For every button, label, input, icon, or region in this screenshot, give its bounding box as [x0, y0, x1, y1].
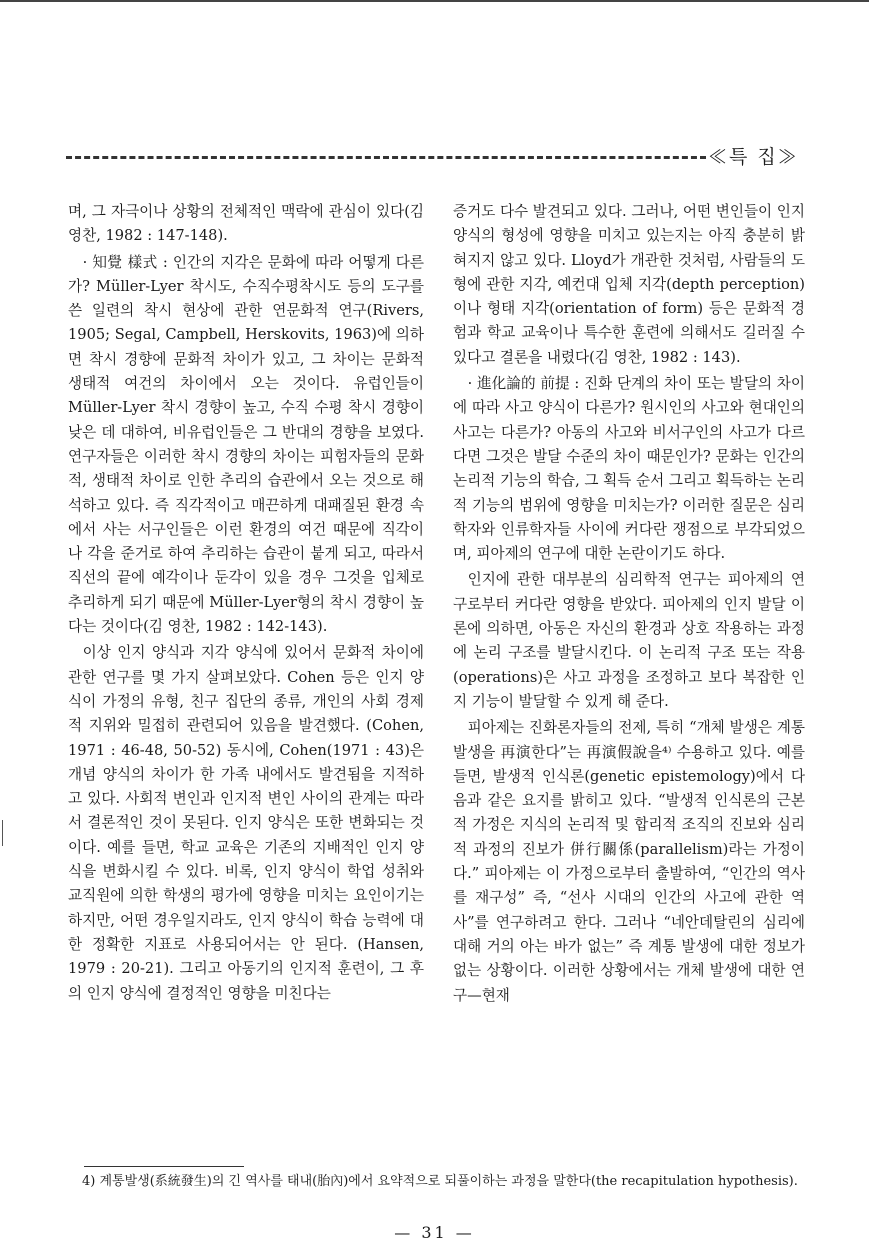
page-number: — 31 — [394, 1223, 475, 1242]
top-border [0, 0, 869, 2]
section-title: ≪특 집≫ [708, 146, 799, 168]
left-paragraph-3: 이상 인지 양식과 지각 양식에 있어서 문화적 차이에 관한 연구를 몇 가지 살펴보았다. Cohen 등은 인지 양식이 가정의 유형, 친구 집단의 종류, 개인의 사회 경제적 지위와 밀접히 관련되어 있음을 발견했다. (Cohen, 1971 : 46-48, 50-52) 동시에, Cohen(1971 : 43)은 개념 양식의 차이가 한 가족 내에서도 발견됨을 지적하고 있다. 사회적 변인과 인지적 변인 사이의 관계는 따라서 결론적인 것이 못된다. 인지 양식은 또한 변화되는 것이다. 예를 들면, 학교 교육은 기존의 지배적인 인지 양식을 변화시킬 수 있다. 비록, 인지 양식이 학업 성취와 교직원에 의한 학생의 평가에 영향을 미치는 요인이기는 하지만, 어떤 경우일지라도, 인지 양식이 학습 능력에 대한 정확한 지표로 사용되어서는 안 된다. (Hansen, 1979 : 20-21). 그리고 아동기의 인지적 훈련이, 그 후의 인지 양식에 결정적인 영향을 미친다는 [68, 644, 424, 1002]
footnote: 4) 계통발생(系統發生)의 긴 역사를 태내(胎內)에서 요약적으로 되풀이하는 과정을 말한다(the recapitulation hypothesis). [82, 1174, 798, 1189]
header-dashed-rule [66, 156, 706, 159]
right-column [453, 200, 805, 1010]
right-paragraph-4: 피아제는 진화론자들의 전제, 특히 “개체 발생은 계통 발생을 再演한다”는 再演假說을⁴⁾ 수용하고 있다. 예를 들면, 발생적 인식론(genetic epistemology)에서 다음과 같은 요지를 밝히고 있다. “발생적 인식론의 근본적 가정은 지식의 논리적 및 합리적 조직의 진보와 심리적 과정의 진보가 併行關係(parallelism)라는 가정이다.” 피아제는 이 가정으로부터 출발하여, “인간의 역사를 재구성” 즉, “선사 시대의 인간의 사고에 관한 역사”를 연구하려고 한다. 그러나 “네안데탈린의 심리에 대해 거의 아는 바가 없는” 즉 계통 발생에 대한 정보가 없는 상황이다. 이러한 상황에서는 개체 발생에 대한 연구—현재 [453, 719, 805, 1004]
left-paragraph-2: · 知覺 樣式 : 인간의 지각은 문화에 따라 어떻게 다른가? Müller-Lyer 착시도, 수직수평착시도 등의 도구를 쓴 일련의 착시 현상에 관한 연문화적 연구(Rivers, 1905; Segal, Campbell, Herskovits, 1963)에 의하면 착시 경향에 문화적 차이가 있고, 그 차이는 문화적 생태적 여건의 차이에서 오는 것이다. 유럽인들이 Müller-Lyer 착시 경향이 높고, 수직 수평 착시 경향이 낮은 데 대하여, 비유럽인들은 그 반대의 경향을 보였다. 연구자들은 이러한 착시 경향의 차이는 피험자들의 문화적, 생태적 차이로 인한 추리의 습관에서 오는 것으로 해석하고 있다. 즉 직각적이고 매끈하게 대패질된 환경 속에서 사는 서구인들은 이런 환경의 여건 때문에 직각이나 각을 준거로 하여 추리하는 습관이 붙게 되고, 따라서 직선의 끝에 예각이나 둔각이 있을 경우 그것을 입체로 추리하게 되기 때문에 Müller-Lyer형의 착시 경향이 높다는 것이다(김 영찬, 1982 : 142-143). [68, 253, 424, 636]
footnote-rule [84, 1166, 244, 1167]
right-paragraph-3: 인지에 관한 대부분의 심리학적 연구는 피아제의 연구로부터 커다란 영향을 받았다. 피아제의 인지 발달 이론에 의하면, 아동은 자신의 환경과 상호 작용하는 과정에 논리 구조를 발달시킨다. 이 논리적 구조 또는 작용(operations)은 사고 과정을 조정하고 보다 복잡한 인지 기능이 발달할 수 있게 해 준다. [453, 571, 805, 710]
right-paragraph-1: 증거도 다수 발견되고 있다. 그러나, 어떤 변인들이 인지 양식의 형성에 영향을 미치고 있는지는 아직 충분히 밝혀지지 않고 있다. Lloyd가 개관한 것처럼, 사람들의 도형에 관한 지각, 예컨대 입체 지각(depth perception)이나 형태 지각(orientation of form) 등은 문화적 경험과 학교 교육이나 특수한 훈련에 의해서도 길러질 수 있다고 결론을 내렸다(김 영찬, 1982 : 143). [453, 203, 805, 366]
right-paragraph-2: · 進化論的 前提 : 진화 단계의 차이 또는 발달의 차이에 따라 사고 양식이 다른가? 원시인의 사고와 현대인의 사고는 다른가? 아동의 사고와 비서구인의 사고가 다르다면 그것은 발달 수준의 차이 때문인가? 문화는 인간의 논리적 기능의 학습, 그 획득 순서 그리고 획득하는 논리적 기능의 범위에 영향을 미치는가? 이러한 질문은 심리학자와 인류학자들 사이에 커다란 쟁점으로 부각되었으며, 피아제의 연구에 대한 논란이기도 하다. [453, 375, 805, 563]
margin-mark [2, 820, 3, 846]
left-paragraph-1: 며, 그 자극이나 상황의 전체적인 맥락에 관심이 있다(김 영찬, 1982 : 147-148). [68, 203, 424, 245]
left-column [68, 200, 424, 1008]
